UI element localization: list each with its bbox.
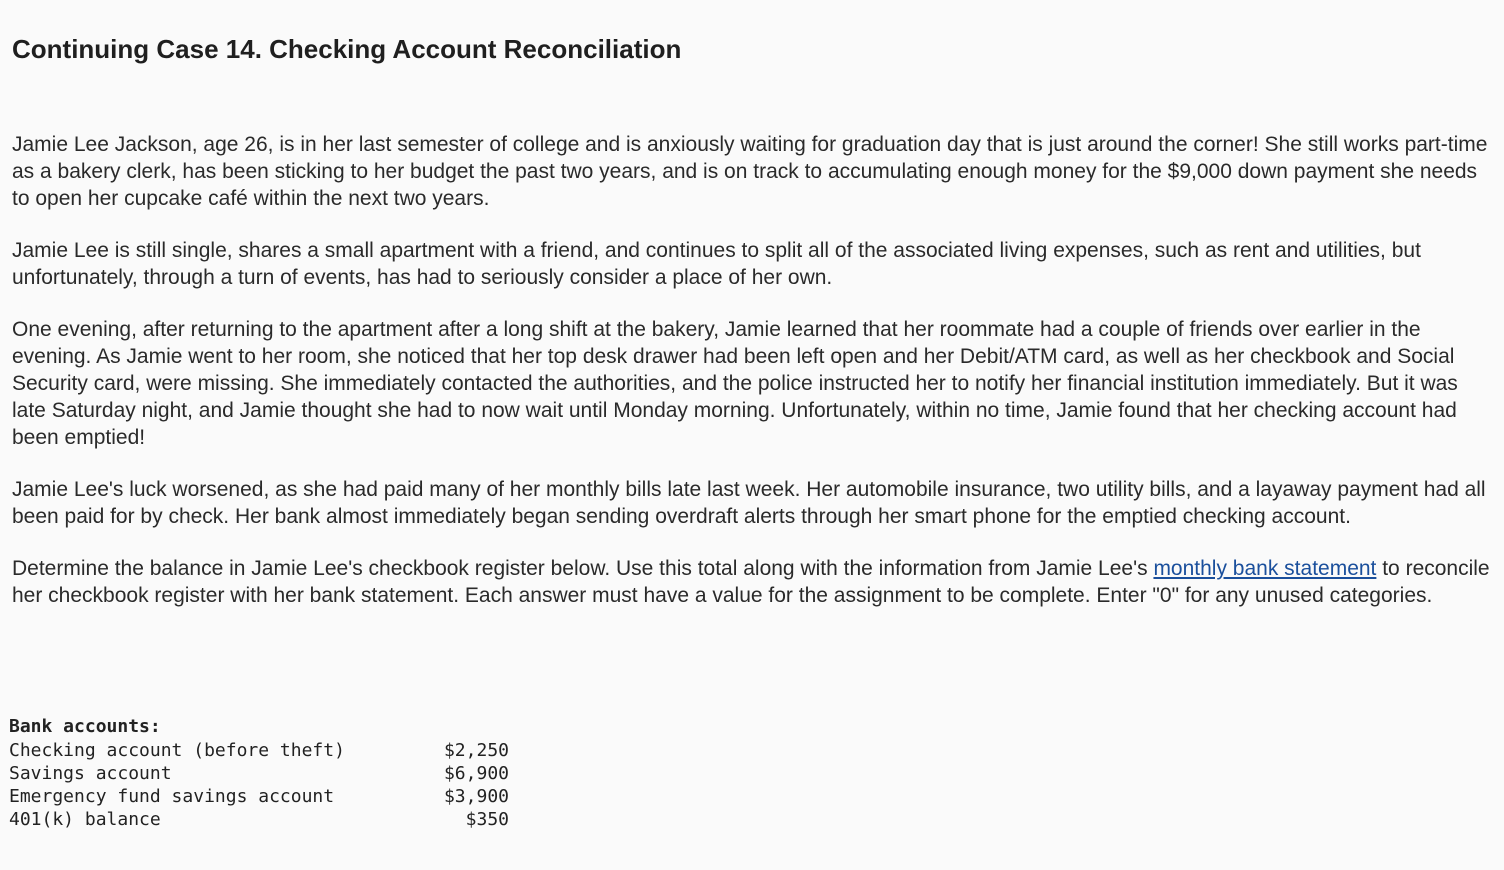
account-value: $350 xyxy=(465,809,509,830)
paragraph-instructions xyxy=(12,555,1492,609)
account-value: $3,900 xyxy=(443,786,509,807)
table-row xyxy=(9,739,509,762)
instructions-text-before: Determine the balance in Jamie Lee's checkbook register below. Use this total along with the information from Jamie Lee's xyxy=(12,557,1154,580)
paragraph-intro: Jamie Lee Jackson, age 26, is in her last semester of college and is anxiously waiting for graduation day that is just around the corner! She still works part-time as a bakery clerk, has been sticking to her budget the past two years, and is on track to accumulating enough money for the $9,000 down payment she needs to open her cupcake café within the next two years. xyxy=(12,133,1488,210)
paragraph-theft: One evening, after returning to the apartment after a long shift at the bakery, Jamie learned that her roommate had a couple of friends over earlier in the evening. As Jamie went to her room, she noticed that her top desk drawer had been left open and her Debit/ATM card, as well as her checkbook and Social Security card, were missing. She immediately contacted the authorities, and the police instructed her to notify her financial institution immediately. But it was late Saturday night, and Jamie thought she had to now wait until Monday morning. Unfortunately, within no time, Jamie found that her checking account had been emptied! xyxy=(12,318,1458,449)
bank-accounts-table xyxy=(9,739,509,831)
account-label: Checking account (before theft) xyxy=(9,740,345,761)
instructions-text-after: to reconcile her checkbook register with her bank statement. Each answer must have a value for the assignment to be complete. Enter "0" for any unused categories. xyxy=(12,557,1490,607)
table-row xyxy=(9,808,509,831)
table-row xyxy=(9,762,509,785)
account-label: Emergency fund savings account xyxy=(9,786,335,807)
bank-accounts-heading: Bank accounts: xyxy=(9,716,161,737)
paragraph-overdraft: Jamie Lee's luck worsened, as she had paid many of her monthly bills late last week. Her automobile insurance, two utility bills, and a layaway payment had all been paid for by check. Her bank almost immediately began sending overdraft alerts through her smart phone for the emptied checking account. xyxy=(12,478,1486,528)
table-row xyxy=(9,785,509,808)
paragraph-living: Jamie Lee is still single, shares a small apartment with a friend, and continues to split all of the associated living expenses, such as rent and utilities, but unfortunately, through a turn of events, has had to seriously consider a place of her own. xyxy=(12,239,1421,289)
account-value: $2,250 xyxy=(443,740,509,761)
account-value: $6,900 xyxy=(443,763,509,784)
account-label: 401(k) balance xyxy=(9,809,161,830)
bank-statement-link[interactable]: monthly bank statement xyxy=(1153,557,1377,580)
page-title: Continuing Case 14. Checking Account Reconciliation xyxy=(12,34,682,64)
bank-accounts-section xyxy=(9,716,509,831)
account-label: Savings account xyxy=(9,763,172,784)
